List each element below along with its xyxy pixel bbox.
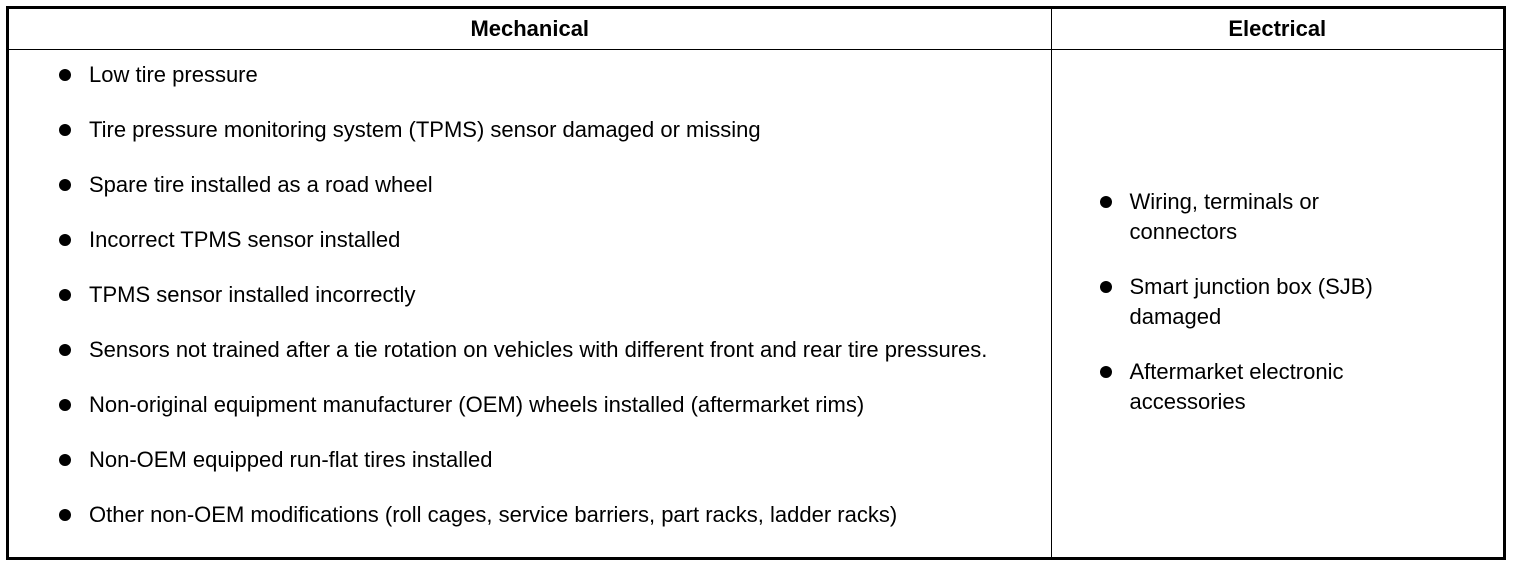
list-item [1098, 187, 1370, 247]
list-item-text: TPMS sensor installed incorrectly [89, 282, 416, 307]
header-row [9, 9, 1503, 50]
bullet-icon [59, 124, 71, 136]
list-item-text: Low tire pressure [89, 62, 258, 87]
electrical-cell [1051, 50, 1503, 558]
list-item-text: Aftermarket electronic accessories [1129, 358, 1344, 414]
list-item [57, 500, 1051, 530]
list-item-text: Other non-OEM modifications (roll cages, service barriers, part racks, ladder racks) [89, 502, 898, 527]
list-item-text: Non-original equipment manufacturer (OEM) wheels installed (aftermarket rims) [89, 392, 865, 417]
list-item-text: Incorrect TPMS sensor installed [89, 227, 401, 252]
header-mechanical: Mechanical [9, 9, 1051, 50]
list-item [1098, 357, 1390, 417]
list-item [57, 170, 1051, 200]
bullet-icon [59, 399, 71, 411]
list-item [57, 115, 1051, 145]
bullet-icon [59, 179, 71, 191]
list-item [57, 390, 1051, 420]
list-item-text: Wiring, terminals or connectors [1129, 188, 1319, 244]
body-row [9, 50, 1503, 558]
bullet-icon [59, 289, 71, 301]
causes-table-grid [9, 9, 1503, 557]
list-item [1098, 272, 1400, 332]
list-item [57, 60, 1051, 90]
mechanical-list [9, 50, 1051, 530]
bullet-icon [1100, 196, 1112, 208]
mechanical-cell [9, 50, 1051, 558]
bullet-icon [59, 344, 71, 356]
causes-table [6, 6, 1506, 560]
list-item-text: Spare tire installed as a road wheel [89, 172, 433, 197]
list-item-text: Sensors not trained after a tie rotation on vehicles with different front and rear tire pressures. [89, 337, 988, 362]
list-item [57, 335, 999, 365]
list-item-text: Tire pressure monitoring system (TPMS) sensor damaged or missing [89, 117, 761, 142]
bullet-icon [59, 454, 71, 466]
header-electrical: Electrical [1051, 9, 1503, 50]
bullet-icon [59, 69, 71, 81]
list-item [57, 225, 1051, 255]
list-item-text: Smart junction box (SJB) damaged [1129, 273, 1373, 329]
bullet-icon [59, 509, 71, 521]
list-item [57, 445, 1051, 475]
bullet-icon [1100, 366, 1112, 378]
bullet-icon [1100, 281, 1112, 293]
list-item [57, 280, 1051, 310]
bullet-icon [59, 234, 71, 246]
list-item-text: Non-OEM equipped run-flat tires installed [89, 447, 493, 472]
electrical-list [1052, 187, 1504, 417]
